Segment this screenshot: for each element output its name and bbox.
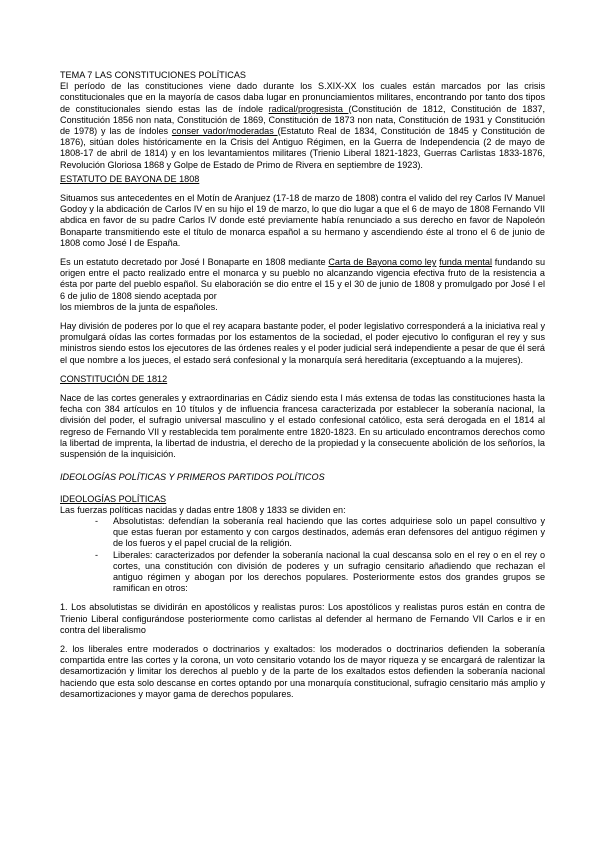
intro-text-3: (Estatuto Real de 1834, Constitución de 1845 y Constitución de 1876), sitúan doles históricamente en la Crisis del Antiguo Régimen, en la Guerra de Independencia (2 de mayo de 1808-17 de abril de 1814) y en los levantamientos militares (Trienio Liberal 1821-1823, Guerras Carlistas 1833-1876, Revolución Gloriosa 1868 y Golpe de Estado de Primo de Rivera en septiembre de 1923). [60,126,545,170]
list-item-text: Absolutistas: defendían la soberanía real haciendo que las cortes adquiriese solo un papel consultivo y que estas fueran por estamento y con cargos destinados, además eran defensores del antiguo régimen y de los fueros y el papel crucial de la religión. [113,515,545,549]
ideologias-section-heading: IDEOLOGÍAS POLÍTICAS Y PRIMEROS PARTIDOS POLÍTICOS [60,472,325,483]
absolutistas-paragraph: 1. Los absolutistas se dividirán en apostólicos y realistas puros: Los apostólicos y realistas puros están en contra de Trienio Liberal configurándose posteriormente como carlistas al defender al hermano de Fernando VII Carlos e ir en contra del liberalismo [60,602,545,635]
intro-paragraph [60,81,545,171]
list-item-text: Liberales: caracterizados por defender la soberanía nacional la cual descansa solo en el rey o en el rey o cortes, una constitución con división de poderes y un sufragio censitario añadiendo que rechazan el antiguo régimen y abogan por los derechos populares. Posteriormente estos dos grandes grupos se ramifican en otros: [113,549,545,594]
bayona-paragraph-1: Situamos sus antecedentes en el Motín de Aranjuez (17-18 de marzo de 1808) contra el valido del rey Carlos IV Manuel Godoy y la abdicación de Carlos IV en su hijo el 19 de marzo, lo que dio lugar a que el 6 de mayo de 1808 Fernando VII abdica en favor de su padre Carlos IV donde esté previamente había renunciado a sus derecho en favor de Napoleón Bonaparte transmitiendo este el título de monarca español a su hermano y ascendiendo éste al trono el 6 de junio de 1808 como José I de España. [60,193,545,248]
intro-text-1: El período de las constituciones viene dado durante los S.XIX-XX los cuales están marcados por las crisis constitucionales que en la mayoría de casos daba lugar en pronunciamientos militares, encontrando por tanto dos tipos de constitucionales siendo estas las de índole [60,81,545,114]
intro-text-2: (Constitución de 1812, Constitución de 1837, Constitución 1856 non nata, Constitución de 1869, Constitución de 1873 non nata, Constitución de 1931 y Constitución de 1978) y las de índoles [60,103,545,137]
bayona-paragraph-2 [60,257,545,302]
ideologias-list [60,516,545,594]
c1812-paragraph: Nace de las cortes generales y extraordinarias en Cádiz siendo esta l más extensa de todas las constituciones hasta la fecha con 384 artículos en 10 títulos y de influencia francesa caracterizada por establecer la soberanía nacional, la división del poder, el sufragio universal masculino y el estado confesional católico, esta será derogada en el 1814 al regreso de Fernando VII y restablecida tem poralmente entre 1820-1823. En su articulado encontramos derechos como la libertad de imprenta, la libertad de industria, el derecho de la propiedad y la consecuente abolición de los señoríos, la suspensión de la inquisición. [60,393,545,460]
ideologias-heading: IDEOLOGÍAS POLÍTICAS [60,493,167,504]
liberales-paragraph: 2. los liberales entre moderados o doctrinarios y exaltados: los moderados o doctrinarios defienden la soberanía compartida entre las cortes y la corona, un voto censitario votando los de mayor riqueza y se encargará de ralentizar la desamortización y limitar los derechos al pueblo y de la parte de los exaltados estos defienden la soberanía nacional haciendo que esta solo descanse en cortes optando por una monarquía constitucional, sufragio censitario más amplio y desamortizaciones y mayor gama de derechos populares. [60,643,545,699]
bayona-p2-text-a: Es un estatuto decretado por José I Bonaparte en 1808 mediante [60,257,329,268]
dash-bullet: - [95,515,99,526]
c1812-heading: CONSTITUCIÓN DE 1812 [60,373,168,384]
bayona-p2-text-b: fundando su origen entre el pacto realizado entre el monarca y su pueblo no alcanzando vigencia efectiva fruto de la resistencia a ésta por parte del pueblo español. Su elaboración se dio entre el 15 y el 30 de junio de 1808 y promulgado por José I el 6 de julio de 1808 siendo aceptada por [60,257,546,301]
list-item [95,550,545,595]
intro-underline-moderadas: conser vador/moderadas [171,126,278,137]
bayona-paragraph-3: Hay división de poderes por lo que el rey acapara bastante poder, el poder legislativo corresponderá a la iniciativa real y promulgará oídas las cortes formadas por los estamentos de la sociedad, el poder ejecutivo lo configuran el rey y sus ministros siendo estos los ejecutores de las órdenes reales y el poder judicial será independiente a pesar de que él será el que nombre a los jueces, el estado será confesional y la monarquía será hereditaria (exceptuando a la mujeres). [60,321,545,365]
document-page [60,70,545,700]
ideologias-lead: Las fuerzas políticas nacidas y dadas entre 1808 y 1833 se dividen en: [60,504,346,515]
dash-bullet: - [95,549,99,560]
bayona-heading: ESTATUTO DE BAYONA DE 1808 [60,173,200,184]
list-item [95,516,545,550]
intro-underline-progresista: radical/progresista [268,103,349,114]
bayona-paragraph-2-end: los miembros de la junta de españoles. [60,301,218,312]
bayona-p2-underline-1: Carta de Bayona como ley [328,257,437,268]
document-title: TEMA 7 LAS CONSTITUCIONES POLÍTICAS [60,70,246,80]
bayona-p2-underline-2: funda mental [439,257,492,268]
